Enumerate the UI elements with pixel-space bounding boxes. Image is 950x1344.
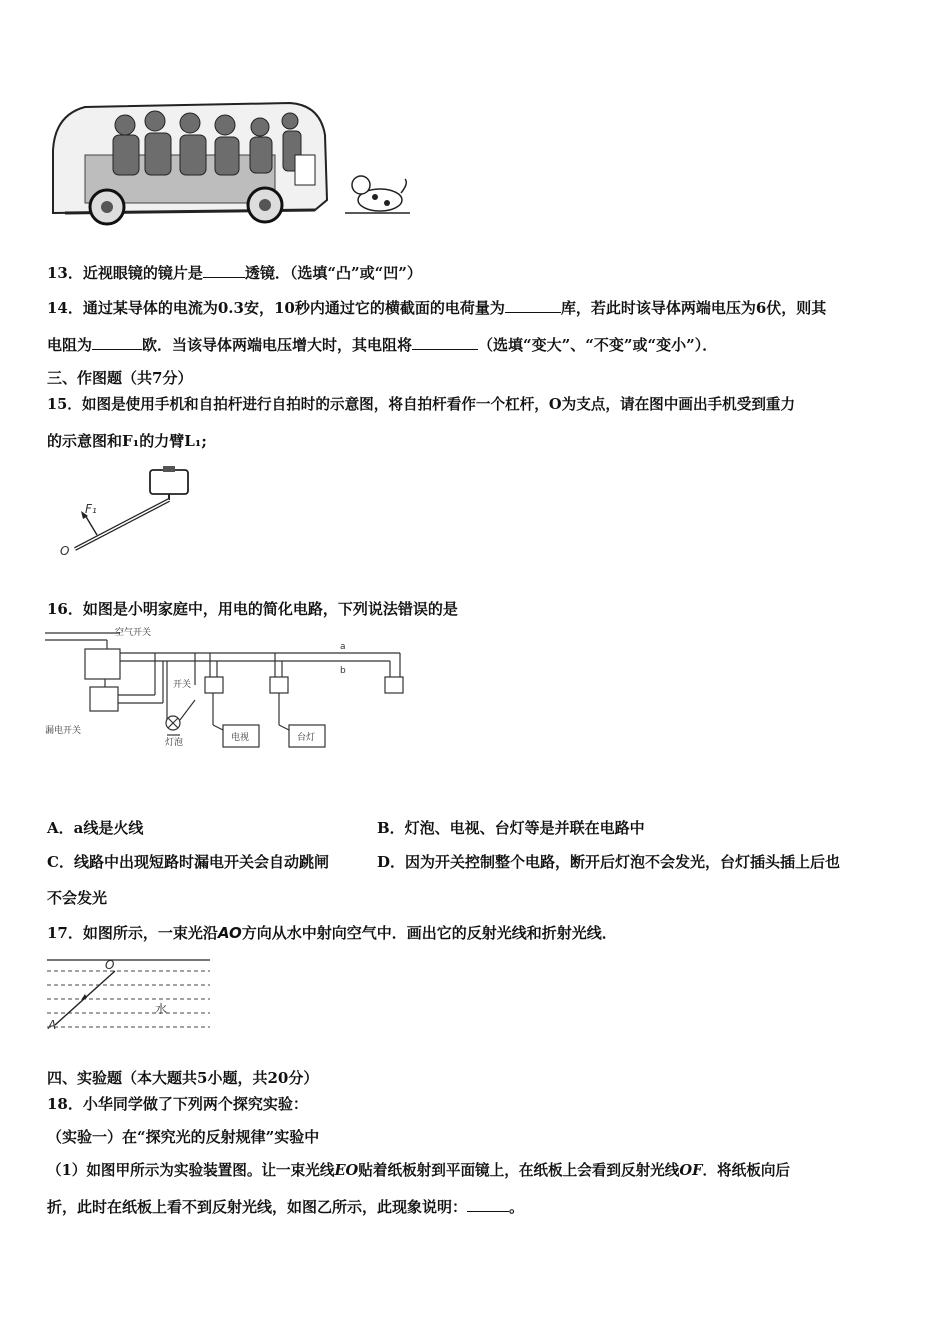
point-a-label: A bbox=[48, 1018, 57, 1032]
tv-label: 电视 bbox=[231, 733, 250, 743]
question-14-line-1: 14．通过某导体的电流为0.3安，10秒内通过它的横截面的电荷量为 库，若此时该导体两端电压为6伏，则其 bbox=[47, 299, 827, 317]
option-c[interactable]: C．线路中出现短路时漏电开关会自动跳闸 bbox=[47, 853, 329, 871]
wire-a-label: a bbox=[340, 642, 346, 652]
section-3-heading: 三、作图题（共7分） bbox=[47, 369, 193, 387]
selfie-stick-figure bbox=[55, 465, 215, 565]
question-18-part-1-line-1: （1）如图甲所示为实验装置图。让一束光线EO贴着纸板射到平面镜上，在纸板上会看到反射光线OF．将纸板向后 bbox=[47, 1162, 791, 1179]
option-a[interactable]: A．a线是火线 bbox=[47, 819, 144, 837]
question-18-part-1-line-2: 折，此时在纸板上看不到反射光线，如图乙所示，此现象说明： 。 bbox=[47, 1198, 525, 1216]
question-15-line-1: 15．如图是使用手机和自拍杆进行自拍时的示意图，将自拍杆看作一个杠杆，O为支点，请在图中画出手机受到重力 bbox=[47, 396, 796, 413]
answer-blank[interactable] bbox=[92, 335, 142, 350]
water-label: 水 bbox=[155, 1002, 168, 1016]
section-4-heading: 四、实验题（本大题共5小题，共20分） bbox=[47, 1069, 319, 1087]
answer-blank[interactable] bbox=[203, 263, 245, 278]
bus-cartoon-figure bbox=[45, 95, 415, 230]
lamp-label: 台灯 bbox=[297, 733, 316, 743]
question-17: 17．如图所示，一束光沿AO方向从水中射向空气中．画出它的反射光线和折射光线． bbox=[47, 924, 617, 942]
water-refraction-figure bbox=[45, 955, 215, 1035]
question-13: 13．近视眼镜的镜片是 透镜．（选填“凸”或“凹”） bbox=[47, 264, 422, 282]
leak-switch-label: 漏电开关 bbox=[45, 726, 82, 736]
household-circuit-figure bbox=[45, 625, 415, 755]
answer-blank[interactable] bbox=[467, 1197, 509, 1212]
question-16-stem: 16．如图是小明家庭中，用电的简化电路，下列说法错误的是 bbox=[47, 600, 458, 618]
option-b[interactable]: B．灯泡、电视、台灯等是并联在电路中 bbox=[377, 819, 645, 837]
answer-blank[interactable] bbox=[505, 298, 561, 313]
option-d[interactable]: D．因为开关控制整个电路，断开后灯泡不会发光，台灯插头插上后也 bbox=[377, 853, 841, 871]
question-15-line-2: 的示意图和F₁的力臂L₁; bbox=[47, 432, 207, 450]
force-label: F₁ bbox=[85, 502, 97, 516]
question-18-stem: 18．小华同学做了下列两个探究实验： bbox=[47, 1095, 308, 1113]
option-d-continued: 不会发光 bbox=[47, 889, 108, 907]
pivot-label: O bbox=[60, 544, 70, 558]
bulb-label: 灯泡 bbox=[165, 738, 184, 748]
answer-blank[interactable] bbox=[412, 335, 478, 350]
wire-b-label: b bbox=[340, 666, 346, 676]
experiment-1-heading: （实验一）在“探究光的反射规律”实验中 bbox=[47, 1128, 320, 1146]
dog-drawing bbox=[345, 176, 410, 213]
switch-label: 开关 bbox=[173, 680, 192, 690]
question-14-line-2: 电阻为 欧．当该导体两端电压增大时，其电阻将 （选填“变大”、“不变”或“变小”）． bbox=[47, 336, 718, 354]
point-o-label: O bbox=[105, 958, 115, 972]
air-switch-label: 空气开关 bbox=[115, 628, 152, 638]
